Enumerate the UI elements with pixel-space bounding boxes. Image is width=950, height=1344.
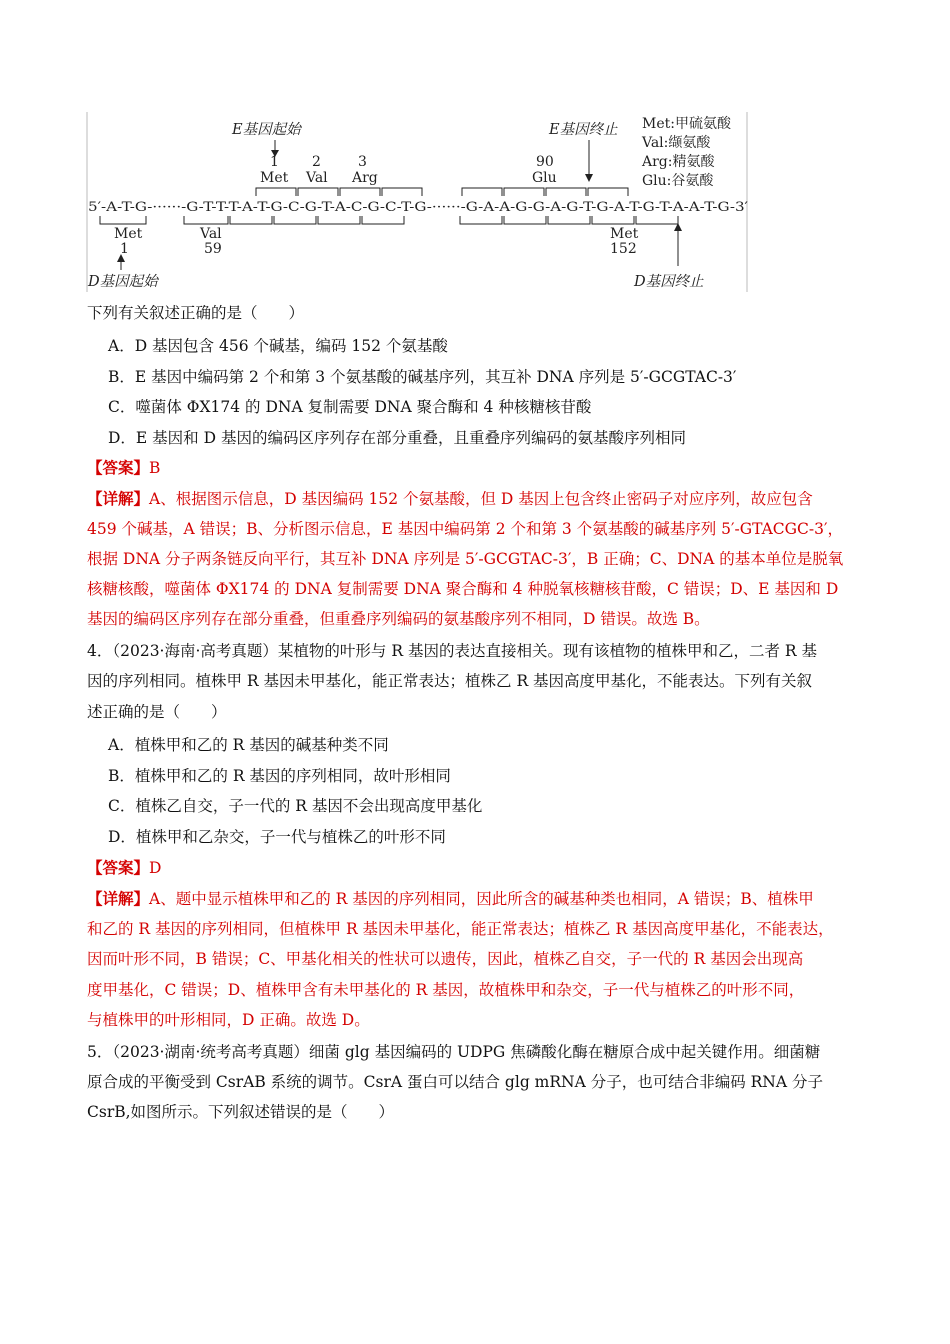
top-codon-number: 1 <box>270 154 279 170</box>
codon-bracket <box>274 216 316 224</box>
q3-detail-line: 459 个碱基，A 错误；B、分析图示信息，E 基因中编码第 2 个和第 3 个氨基酸的碱基序列 5′-GTACGC-3′， <box>87 520 844 538</box>
top-amino-acid: Met <box>260 170 289 186</box>
q4-stem-line: 述正确的是（ ） <box>87 703 227 721</box>
codon-bracket <box>100 216 146 224</box>
top-amino-acid: Glu <box>532 170 557 186</box>
dna-sequence: 5′-A-T-G-······-G-T-T-T-A-T-G-C-G-T-A-C-G-C-T-G-······-G-A-A-G-G-A-G-T-G-A-T-G-T-A-A-T-G-3′ <box>88 200 748 215</box>
q4-option-c: C．植株乙自交，子一代的 R 基因不会出现高度甲基化 <box>108 797 483 815</box>
legend-item: Glu:谷氨酸 <box>642 173 714 189</box>
q4-option-a: A．植株甲和乙的 R 基因的碱基种类不同 <box>108 736 389 754</box>
q4-detail-line: 度甲基化，C 错误；D、植株甲含有未甲基化的 R 基因，故植株甲和杂交，子一代与植株乙的叶形不同， <box>87 981 805 999</box>
q5-stem-line: 5．（2023·湖南·统考高考真题）细菌 glg 基因编码的 UDPG 焦磷酸化酶在糖原合成中起关键作用。细菌糖 <box>87 1043 821 1061</box>
q4-detail-line <box>87 888 814 910</box>
top-codon-number: 3 <box>358 154 367 170</box>
codon-bracket <box>546 188 586 196</box>
gene-overlap-figure <box>86 110 750 294</box>
q4-detail-line: 和乙的 R 基因的序列相同，但植株甲 R 基因未甲基化，能正常表达；植株乙 R 基因高度甲基化，不能表达， <box>87 920 834 938</box>
codon-bracket <box>462 188 502 196</box>
top-amino-acid: Val <box>306 170 328 186</box>
q3-detail-line <box>87 488 813 510</box>
q4-stem-line: 4．（2023·海南·高考真题）某植物的叶形与 R 基因的表达直接相关。现有该植物的植株甲和乙，二者 R 基 <box>87 642 817 660</box>
bottom-codon-number: 1 <box>120 241 129 257</box>
codon-bracket <box>184 216 228 224</box>
q3-option-b: B．E 基因中编码第 2 个和第 3 个氨基酸的碱基序列，其互补 DNA 序列是 5′-GCGTAC-3′ <box>108 368 737 386</box>
q5-stem-line: 原合成的平衡受到 CsrAB 系统的调节。CsrA 蛋白可以结合 glg mRNA 分子，也可结合非编码 RNA 分子 <box>87 1073 823 1091</box>
codon-bracket <box>504 188 544 196</box>
detail-tag: 【详解】 <box>87 889 150 908</box>
codon-bracket <box>362 216 404 224</box>
q3-prompt: 下列有关叙述正确的是（ ） <box>87 304 305 322</box>
e-gene-start-label: E基因起始 <box>232 122 301 138</box>
codon-bracket <box>636 216 678 224</box>
codon-bracket <box>504 216 546 224</box>
q3-detail-line: 根据 DNA 分子两条链反向平行，其互补 DNA 序列是 5′-GCGTAC-3′，B 正确；C、DNA 的基本单位是脱氧 <box>87 550 844 568</box>
bottom-amino-acid: Val <box>200 226 222 242</box>
detail-text: A、题中显示植株甲和乙的 R 基因的序列相同，因此所含的碱基种类也相同，A 错误；B、植株甲 <box>149 890 814 908</box>
q4-detail-line: 因而叶形不同，B 错误；C、甲基化相关的性状可以遗传，因此，植株乙自交，子一代的 R 基因会出现高 <box>87 950 804 968</box>
e-end-arrowhead <box>585 174 593 182</box>
top-codon-number: 2 <box>312 154 321 170</box>
bottom-amino-acid: Met <box>114 226 143 242</box>
bottom-codon-number: 152 <box>610 241 637 257</box>
q4-option-b: B．植株甲和乙的 R 基因的序列相同，故叶形相同 <box>108 767 451 785</box>
codon-bracket <box>298 188 338 196</box>
bottom-amino-acid: Met <box>610 226 639 242</box>
e-gene-end-label: E基因终止 <box>549 122 618 138</box>
q3-answer <box>87 457 160 479</box>
q3-detail-line: 核糖核酸，噬菌体 ΦX174 的 DNA 复制需要 DNA 聚合酶和 4 种脱氧核糖核苷酸，C 错误；D、E 基因和 D <box>87 580 839 598</box>
bottom-codon-number: 59 <box>204 241 222 257</box>
detail-text: A、根据图示信息，D 基因编码 152 个氨基酸，但 D 基因上包含终止密码子对应序列，故应包含 <box>149 490 813 508</box>
codon-bracket <box>382 188 422 196</box>
codon-bracket <box>460 216 502 224</box>
q4-answer <box>87 857 161 879</box>
legend-item: Arg:精氨酸 <box>642 154 715 170</box>
answer-tag: 【答案】 <box>87 458 150 477</box>
codon-bracket <box>256 188 296 196</box>
q3-detail-line: 基因的编码区序列存在部分重叠，但重叠序列编码的氨基酸序列不相同，D 错误。故选 B。 <box>87 610 710 628</box>
gene-overlap-diagram <box>86 110 750 294</box>
codon-bracket <box>340 188 380 196</box>
d-gene-start-label: D基因起始 <box>88 274 158 290</box>
q5-stem-line: CsrB,如图所示。下列叙述错误的是（ ） <box>87 1103 395 1121</box>
codon-bracket <box>592 216 634 224</box>
q3-option-d: D．E 基因和 D 基因的编码区序列存在部分重叠，且重叠序列编码的氨基酸序列相同 <box>108 429 686 447</box>
d-gene-end-label: D基因终止 <box>634 274 704 290</box>
q4-detail-line: 与植株甲的叶形相同，D 正确。故选 D。 <box>87 1011 370 1029</box>
legend-item: Val:缬氨酸 <box>642 135 711 151</box>
codon-bracket <box>588 188 628 196</box>
answer-tag: 【答案】 <box>87 858 150 877</box>
detail-tag: 【详解】 <box>87 489 150 508</box>
codon-bracket <box>318 216 360 224</box>
answer-value: D <box>149 859 162 877</box>
q4-option-d: D．植株甲和乙杂交，子一代与植株乙的叶形不同 <box>108 828 446 846</box>
top-amino-acid: Arg <box>352 170 378 186</box>
legend-item: Met:甲硫氨酸 <box>642 116 731 132</box>
q3-option-c: C．噬菌体 ΦX174 的 DNA 复制需要 DNA 聚合酶和 4 种核糖核苷酸 <box>108 398 592 416</box>
codon-bracket <box>230 216 272 224</box>
top-codon-number: 90 <box>536 154 554 170</box>
answer-value: B <box>149 459 161 477</box>
q4-stem-line: 因的序列相同。植株甲 R 基因未甲基化，能正常表达；植株乙 R 基因高度甲基化，不能表达。下列有关叙 <box>87 672 813 690</box>
q3-option-a: A．D 基因包含 456 个碱基，编码 152 个氨基酸 <box>108 337 448 355</box>
codon-bracket <box>548 216 590 224</box>
